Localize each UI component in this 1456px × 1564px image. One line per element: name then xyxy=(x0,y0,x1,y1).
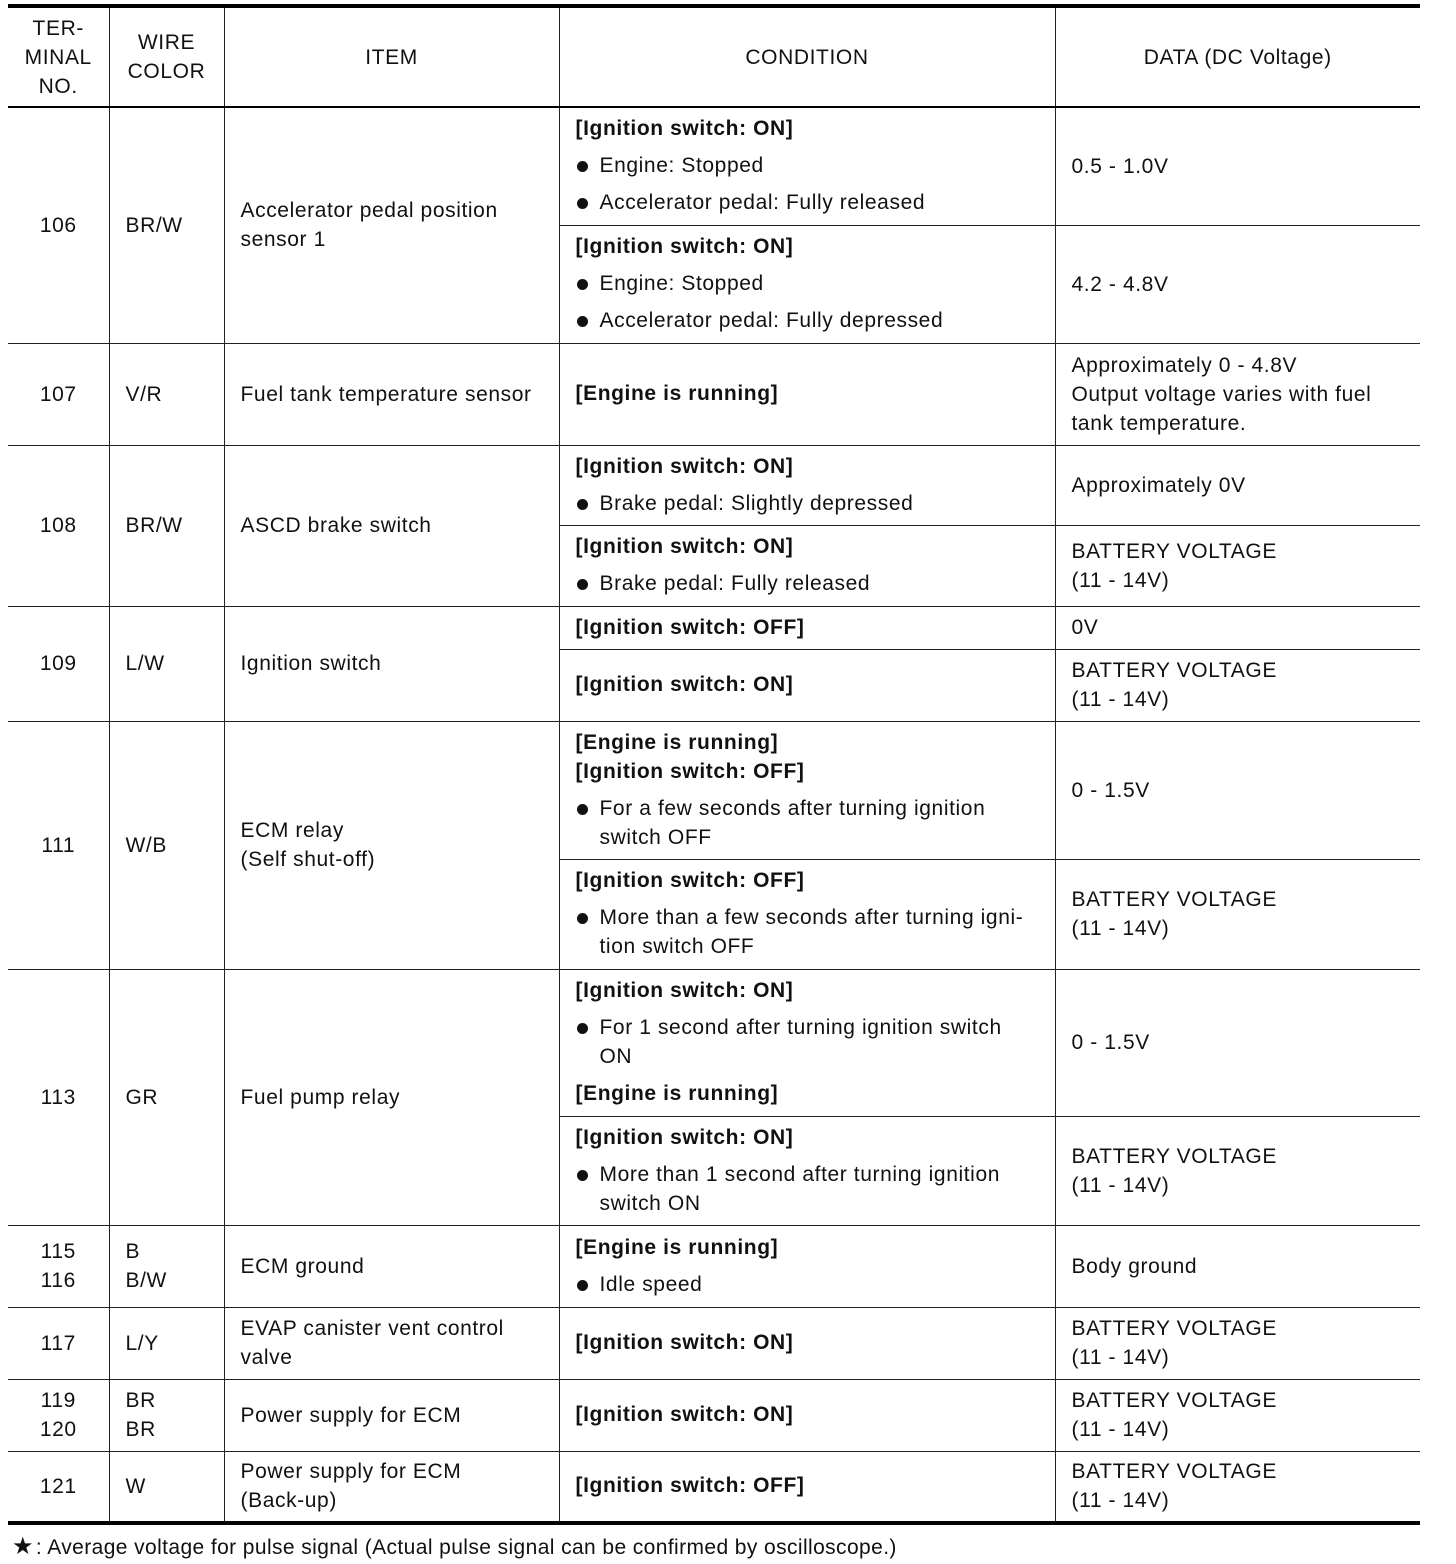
wire-color: BR/W xyxy=(109,107,224,343)
data-value: BATTERY VOLTAGE (11 - 14V) xyxy=(1055,1451,1420,1523)
wire-color: BR/W xyxy=(109,445,224,606)
item-name: EVAP canister vent control valve xyxy=(224,1307,559,1379)
terminal-no: 111 xyxy=(8,721,109,969)
table-row xyxy=(8,1307,1420,1379)
condition-bullet xyxy=(576,489,1047,518)
bullet-text: More than a few seconds after turning igni- tion switch OFF xyxy=(599,906,1024,958)
wire-color: W xyxy=(109,1451,224,1523)
data-value: BATTERY VOLTAGE (11 - 14V) xyxy=(1055,1116,1420,1225)
data-value: 0.5 - 1.0V xyxy=(1055,107,1420,225)
terminal-no: 106 xyxy=(8,107,109,343)
item-name: Ignition switch xyxy=(224,606,559,721)
condition-heading: [Ignition switch: OFF] xyxy=(575,1474,805,1498)
item-name: Fuel tank temperature sensor xyxy=(224,343,559,445)
bullet-dot-icon xyxy=(577,1170,588,1181)
table-row xyxy=(8,721,1420,859)
condition-heading: [Ignition switch: ON] xyxy=(575,535,794,558)
data-value: BATTERY VOLTAGE (11 - 14V) xyxy=(1055,649,1420,721)
bullet-text: For 1 second after turning ignition switch ON xyxy=(599,1016,1002,1068)
bullet-dot-icon xyxy=(577,279,588,290)
condition-cell xyxy=(559,1379,1055,1451)
bullet-dot-icon xyxy=(577,579,588,590)
bullet-text: Engine: Stopped xyxy=(599,154,764,178)
condition-cell xyxy=(559,649,1055,721)
item-name: ECM ground xyxy=(224,1225,559,1307)
star-icon: ★ xyxy=(12,1533,34,1560)
bullet-dot-icon xyxy=(577,1280,588,1291)
condition-heading: [Engine is running] xyxy=(575,382,779,405)
bullet-dot-icon xyxy=(577,499,588,510)
terminal-no: 109 xyxy=(8,606,109,721)
wire-color: L/Y xyxy=(109,1307,224,1379)
table-row xyxy=(8,343,1420,445)
condition-heading: [Engine is running] xyxy=(575,730,779,754)
condition-heading: [Ignition switch: ON] xyxy=(575,979,794,1002)
table-row xyxy=(8,107,1420,225)
condition-bullet xyxy=(576,794,1047,852)
condition-heading: [Ignition switch: ON] xyxy=(575,454,794,478)
item-name: ASCD brake switch xyxy=(224,445,559,606)
condition-heading: [Ignition switch: ON] xyxy=(575,1403,794,1426)
ecm-terminal-table xyxy=(8,4,1420,1525)
footnote xyxy=(12,1532,897,1561)
bullet-text: Brake pedal: Slightly depressed xyxy=(599,491,914,515)
bullet-text: More than 1 second after turning ignition switch ON xyxy=(599,1162,1000,1215)
condition-bullet xyxy=(576,569,1047,598)
condition-cell xyxy=(559,107,1055,225)
wire-color: L/W xyxy=(109,606,224,721)
bullet-text: For a few seconds after turning ignition switch OFF xyxy=(599,796,986,849)
bullet-dot-icon xyxy=(577,804,588,815)
condition-cell xyxy=(559,721,1055,859)
table-row xyxy=(8,1379,1420,1451)
data-value: BATTERY VOLTAGE (11 - 14V) xyxy=(1055,1307,1420,1379)
header-wire-color: WIRE COLOR xyxy=(109,6,224,107)
terminal-no: 117 xyxy=(8,1307,109,1379)
header-terminal-no: TER- MINAL NO. xyxy=(8,6,109,107)
data-value: BATTERY VOLTAGE (11 - 14V) xyxy=(1055,1379,1420,1451)
wire-color: V/R xyxy=(109,343,224,445)
bullet-text: Engine: Stopped xyxy=(599,272,764,295)
condition-heading: [Engine is running] xyxy=(575,1235,779,1259)
condition-cell xyxy=(559,606,1055,649)
wire-color: BR BR xyxy=(109,1379,224,1451)
condition-heading: [Ignition switch: OFF] xyxy=(575,869,805,892)
data-value: 0 - 1.5V xyxy=(1055,969,1420,1116)
condition-cell xyxy=(559,969,1055,1116)
wire-color: GR xyxy=(109,969,224,1225)
condition-heading: [Ignition switch: ON] xyxy=(575,235,794,258)
data-value: 0 - 1.5V xyxy=(1055,721,1420,859)
bullet-text: Idle speed xyxy=(599,1272,703,1296)
item-name: Power supply for ECM (Back-up) xyxy=(224,1451,559,1523)
header-item: ITEM xyxy=(224,6,559,107)
condition-cell xyxy=(559,859,1055,969)
condition-bullet xyxy=(576,1160,1047,1218)
condition-heading: [Ignition switch: ON] xyxy=(575,673,794,696)
condition-cell xyxy=(559,525,1055,606)
condition-cell xyxy=(559,1451,1055,1523)
table-row xyxy=(8,606,1420,649)
condition-cell xyxy=(559,1116,1055,1225)
condition-cell xyxy=(559,225,1055,343)
condition-bullet xyxy=(576,269,1047,298)
item-name: Accelerator pedal position sensor 1 xyxy=(224,107,559,343)
condition-bullet xyxy=(576,1013,1047,1071)
condition-cell xyxy=(559,1225,1055,1307)
condition-heading: [Ignition switch: ON] xyxy=(575,117,794,141)
item-name: ECM relay (Self shut-off) xyxy=(224,721,559,969)
wire-color: W/B xyxy=(109,721,224,969)
terminal-no: 119 120 xyxy=(8,1379,109,1451)
condition-cell xyxy=(559,1307,1055,1379)
condition-heading: [Ignition switch: OFF] xyxy=(575,615,805,639)
condition-heading: [Ignition switch: ON] xyxy=(575,1331,794,1354)
footnote-text: : Average voltage for pulse signal (Actual pulse signal can be confirmed by oscilloscope.) xyxy=(35,1536,897,1559)
data-value: Approximately 0V xyxy=(1055,445,1420,525)
condition-bullet xyxy=(576,306,1047,335)
data-value: BATTERY VOLTAGE (11 - 14V) xyxy=(1055,525,1420,606)
item-name: Power supply for ECM xyxy=(224,1379,559,1451)
table-row xyxy=(8,1225,1420,1307)
condition-cell xyxy=(559,445,1055,525)
ecm-terminal-table-sheet xyxy=(8,4,1420,1525)
condition-bullet xyxy=(576,1270,1047,1299)
data-value: BATTERY VOLTAGE (11 - 14V) xyxy=(1055,859,1420,969)
table-row xyxy=(8,969,1420,1116)
data-value: Approximately 0 - 4.8V Output voltage varies with fuel tank temperature. xyxy=(1055,343,1420,445)
bullet-dot-icon xyxy=(577,316,588,327)
wire-color: B B/W xyxy=(109,1225,224,1307)
bullet-dot-icon xyxy=(577,913,588,924)
data-value: 4.2 - 4.8V xyxy=(1055,225,1420,343)
header-data: DATA (DC Voltage) xyxy=(1055,6,1420,107)
bullet-text: Accelerator pedal: Fully depressed xyxy=(599,309,944,332)
condition-heading: [Ignition switch: OFF] xyxy=(575,759,805,783)
table-row xyxy=(8,1451,1420,1523)
table-row xyxy=(8,445,1420,525)
condition-bullet xyxy=(576,151,1047,180)
terminal-no: 113 xyxy=(8,969,109,1225)
condition-heading: [Ignition switch: ON] xyxy=(575,1125,794,1149)
bullet-dot-icon xyxy=(577,198,588,209)
terminal-no: 115 116 xyxy=(8,1225,109,1307)
bullet-dot-icon xyxy=(577,1023,588,1034)
condition-bullet xyxy=(576,188,1047,217)
condition-cell xyxy=(559,343,1055,445)
item-name: Fuel pump relay xyxy=(224,969,559,1225)
terminal-no: 121 xyxy=(8,1451,109,1523)
header-row xyxy=(8,6,1420,107)
data-value: 0V xyxy=(1055,606,1420,649)
terminal-no: 107 xyxy=(8,343,109,445)
condition-bullet xyxy=(576,903,1047,961)
terminal-no: 108 xyxy=(8,445,109,606)
condition-heading: [Engine is running] xyxy=(575,1082,779,1105)
header-condition: CONDITION xyxy=(559,6,1055,107)
data-value: Body ground xyxy=(1055,1225,1420,1307)
bullet-text: Accelerator pedal: Fully released xyxy=(599,191,926,215)
bullet-text: Brake pedal: Fully released xyxy=(599,572,871,595)
bullet-dot-icon xyxy=(577,161,588,172)
